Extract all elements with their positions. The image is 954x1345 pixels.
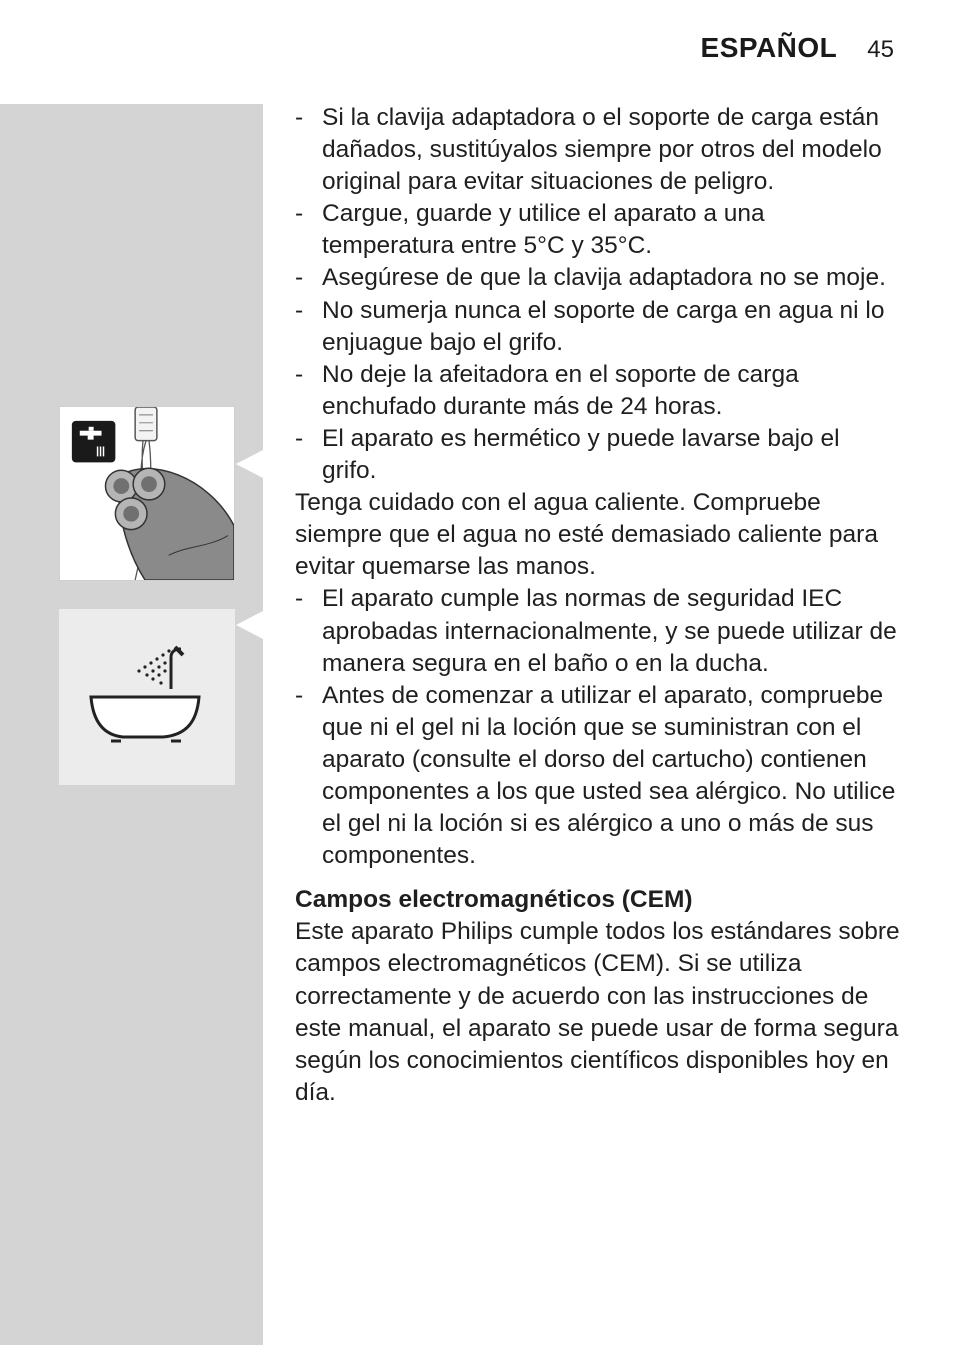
page-header [701,32,894,72]
list-item: - El aparato es hermético y puede lavarse bajo el grifo. [295,423,900,487]
pointer-arrow [236,450,263,478]
list-item: - El aparato cumple las normas de seguridad IEC aprobadas internacionalmente, y se puede utilizar de manera segura en el baño o en la ducha. [295,583,900,679]
pointer-arrow [236,611,263,639]
hot-water-note: Tenga cuidado con el agua caliente. Compruebe siempre que el agua no esté demasiado caliente para evitar quemarse las manos. [295,489,878,581]
section-body: Este aparato Philips cumple todos los estándares sobre campos electromagnéticos (CEM). Si se utiliza correctamente y de acuerdo con las instrucciones de este manual, el aparato se puede usar de forma segura según los conocimientos científicos disponibles hoy en día. [295,918,900,1106]
list-item: - Antes de comenzar a utilizar el aparato, compruebe que ni el gel ni la loción que se suministran con el aparato (consulte el dorso del cartucho) contienen componentes a los que usted sea alérgico. No utilice el gel ni la loción si es alérgico a uno o más de sus componentes. [295,680,900,873]
language-title: ESPAÑOL [700,32,838,63]
shaver-under-tap-icon [60,407,234,580]
list-item: - Cargue, guarde y utilice el aparato a una temperatura entre 5°C y 35°C. [295,198,900,262]
bathtub-illustration [59,609,235,785]
main-text [295,102,900,1109]
shaver-under-tap-illustration [59,406,235,581]
list-item: - No deje la afeitadora en el soporte de carga enchufado durante más de 24 horas. [295,359,900,423]
section-heading: Campos electromagnéticos (CEM) [295,886,693,914]
list-item: - No sumerja nunca el soporte de carga en agua ni lo enjuague bajo el grifo. [295,295,900,359]
list-item: - Si la clavija adaptadora o el soporte de carga están dañados, sustitúyalos siempre por otros del modelo original para evitar situaciones de peligro. [295,102,900,198]
list-item: - Asegúrese de que la clavija adaptadora no se moje. [295,262,900,294]
bathtub-shower-icon [59,609,235,785]
page-number: 45 [867,36,894,63]
